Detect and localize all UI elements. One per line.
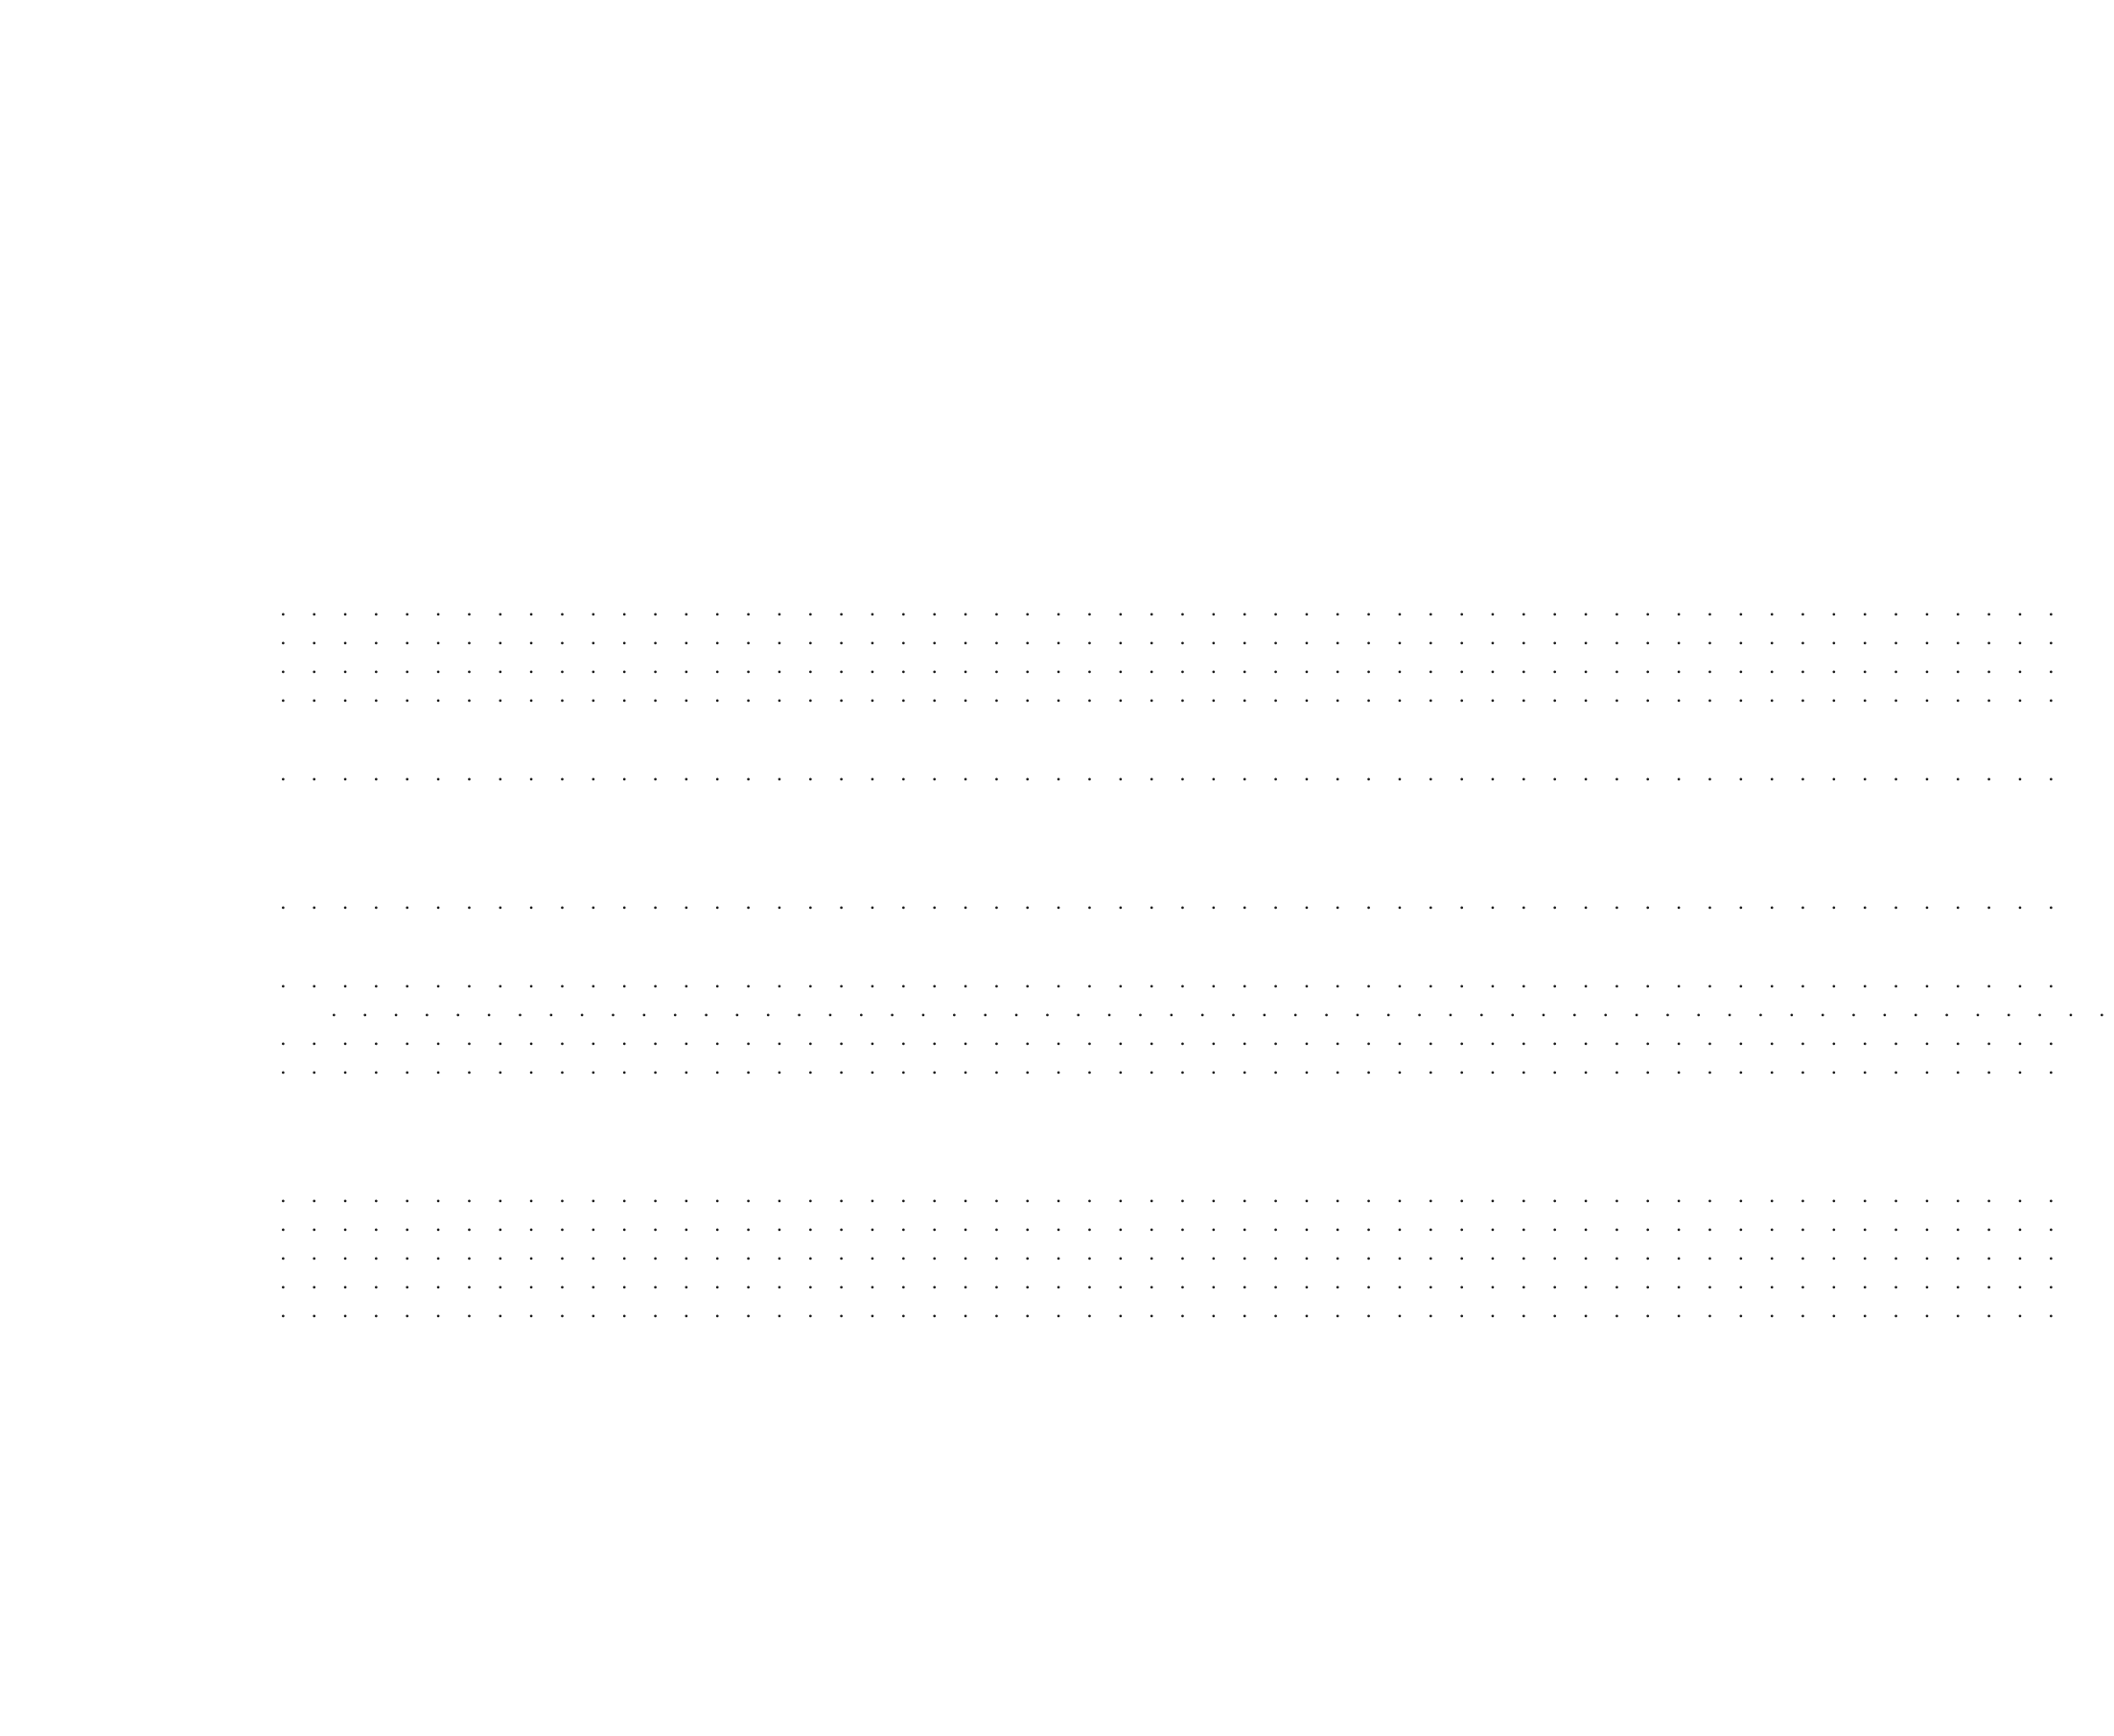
- toc-entry-7-4[interactable]: [245, 1267, 2064, 1296]
- toc-entry-7-2[interactable]: [245, 1210, 2064, 1238]
- toc-entry-1-4[interactable]: [245, 681, 2064, 709]
- toc-entry-7[interactable]: [245, 1152, 992, 1181]
- toc-entry-1-3[interactable]: [245, 652, 2064, 681]
- toc-entry-1-2[interactable]: [245, 623, 2064, 652]
- dot-leader: . . . . . . . . . . . . . . . . . . . . . . . . . . . . . . . . . . . . . . . . . . . . . . . . . . . . . . . . . .: [280, 891, 2064, 914]
- toc-entry-4-1[interactable]: [245, 888, 2064, 916]
- toc-entry-7-5[interactable]: [245, 1296, 2064, 1325]
- dot-leader: . . . . . . . . . . . . . . . . . . . . . . . . . . . . . . . . . . . . . . . . . . . . . . . . . . . . . . . . . .: [280, 1270, 2064, 1293]
- dot-leader: . . . . . . . . . . . . . . . . . . . . . . . . . . . . . . . . . . . . . . . . . . . . . . . . . . . . . . . . . .: [280, 683, 2064, 706]
- dot-leader: . . . . . . . . . . . . . . . . . . . . . . . . . . . . . . . . . . . . . . . . . . . . . . . . . . . . . . . . . .: [280, 1299, 2064, 1322]
- dot-leader: . . . . . . . . . . . . . . . . . . . . . . . . . . . . . . . . . . . . . . . . . . . . . . . . . . . . . . . . . .: [280, 597, 2064, 620]
- toc-entry-3[interactable]: [245, 809, 992, 838]
- dot-leader: . . . . . . . . . . . . . . . . . . . . . . . . . . . . . . . . . . . . . . . . . . . . . . . . . . . . . . . . . .: [280, 1055, 2064, 1078]
- toc-entry-5-1-1[interactable]: [245, 995, 2114, 1024]
- toc-entry-5-2[interactable]: [245, 1024, 2064, 1053]
- toc-entry-7-3[interactable]: [245, 1238, 2064, 1267]
- dot-leader: . . . . . . . . . . . . . . . . . . . . . . . . . . . . . . . . . . . . . . . . . . . . . . . . . . . . . . . . . .: [280, 1027, 2064, 1050]
- toc-entry-4[interactable]: [245, 859, 992, 888]
- dot-leader: . . . . . . . . . . . . . . . . . . . . . . . . . . . . . . . . . . . . . . . . . . . . . . . . . . . . . . . . . .: [280, 655, 2064, 678]
- dot-leader: . . . . . . . . . . . . . . . . . . . . . . . . . . . . . . . . . . . . . . . . . . . . . . . . . . . . . . . . . .: [280, 1213, 2064, 1236]
- toc-entry-7-1[interactable]: [245, 1181, 2064, 1210]
- dot-leader: . . . . . . . . . . . . . . . . . . . . . . . . . . . . . . . . . . . . . . . . . . . . . . . . . . . . . . . . . .: [280, 626, 2064, 649]
- toc-entry-5[interactable]: [245, 937, 992, 966]
- toc-entry-1-1[interactable]: [245, 594, 2064, 623]
- dot-leader: . . . . . . . . . . . . . . . . . . . . . . . . . . . . . . . . . . . . . . . . . . . . . . . . . . . . . . . . . .: [280, 969, 2064, 992]
- dot-leader: . . . . . . . . . . . . . . . . . . . . . . . . . . . . . . . . . . . . . . . . . . . . . . . . . . . . . . . . . .: [280, 1241, 2064, 1264]
- toc-entry-5-1[interactable]: [245, 966, 2064, 995]
- toc-entry-5-3[interactable]: [245, 1053, 2064, 1081]
- dot-leader: . . . . . . . . . . . . . . . . . . . . . . . . . . . . . . . . . . . . . . . . . . . . . . . . . . . . . . . . . .: [280, 762, 2064, 785]
- toc-entry-2-1[interactable]: [245, 759, 2064, 788]
- toc-entry-6[interactable]: [245, 1102, 992, 1131]
- toc-entry-2[interactable]: [245, 730, 992, 759]
- dot-leader: . . . . . . . . . . . . . . . . . . . . . . . . . . . . . . . . . . . . . . . . . . . . . . . . . . . . . . . . . .: [331, 998, 2114, 1021]
- toc-entry-1[interactable]: [245, 566, 992, 594]
- dot-leader: . . . . . . . . . . . . . . . . . . . . . . . . . . . . . . . . . . . . . . . . . . . . . . . . . . . . . . . . . .: [280, 1184, 2064, 1207]
